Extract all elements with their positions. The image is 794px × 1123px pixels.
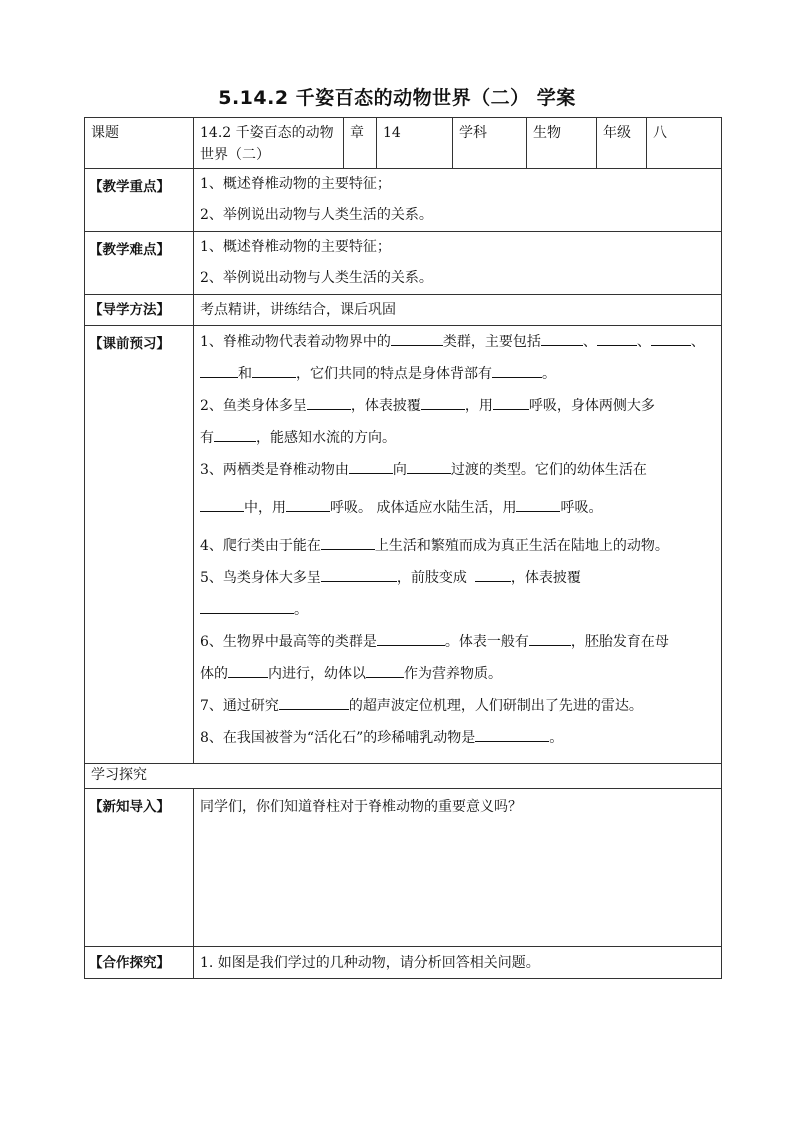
blank[interactable]	[421, 393, 465, 410]
difficulties-row	[85, 232, 722, 295]
chapter-label: 章	[344, 118, 377, 169]
blank[interactable]	[377, 629, 445, 646]
preview-q3-cont: 中，用 呼吸。 成体适应水陆生活，用 呼吸。	[200, 486, 715, 530]
key-points-label: 【教学重点】	[85, 169, 194, 232]
chapter-value: 14	[377, 118, 453, 169]
blank[interactable]	[200, 495, 244, 512]
grade-label: 年级	[597, 118, 647, 169]
key-points-row	[85, 169, 722, 232]
preview-q4: 4、爬行类由于能在 上生活和繁殖而成为真正生活在陆地上的动物。	[200, 530, 715, 562]
preview-label: 【课前预习】	[85, 326, 194, 764]
difficulties-label: 【教学难点】	[85, 232, 194, 295]
preview-q6-cont: 体的 内进行，幼体以 作为营养物质。	[200, 658, 715, 690]
blank[interactable]	[516, 495, 560, 512]
blank[interactable]	[279, 693, 349, 710]
preview-q8: 8、在我国被誉为“活化石”的珍稀哺乳动物是 。	[200, 722, 715, 754]
subject-label: 学科	[453, 118, 527, 169]
blank[interactable]	[529, 629, 571, 646]
blank[interactable]	[200, 597, 294, 614]
method-label: 【导学方法】	[85, 295, 194, 326]
preview-q2: 2、鱼类身体多呈 ，体表披覆 ，用 呼吸，身体两侧大多	[200, 390, 715, 422]
blank[interactable]	[366, 661, 404, 678]
preview-q3: 3、两栖类是脊椎动物由 向 过渡的类型。它们的幼体生活在	[200, 454, 715, 486]
preview-row	[85, 326, 722, 764]
preview-q6: 6、生物界中最高等的类群是 。体表一般有 ，胚胎发育在母	[200, 626, 715, 658]
key-point-item: 2、举例说出动物与人类生活的关系。	[200, 207, 433, 223]
topic-label: 课题	[85, 118, 194, 169]
cooperate-row	[85, 947, 722, 979]
preview-q1: 1、脊椎动物代表着动物界中的 类群，主要包括 、 、 、	[200, 326, 715, 358]
method-value: 考点精讲，讲练结合，课后巩固	[194, 295, 722, 326]
topic-value: 14.2 千姿百态的动物世界（二）	[194, 118, 344, 169]
blank[interactable]	[493, 393, 529, 410]
preview-q1-cont: 和 ，它们共同的特点是身体背部有 。	[200, 358, 715, 390]
blank[interactable]	[492, 361, 542, 378]
blank[interactable]	[407, 457, 451, 474]
intro-label: 【新知导入】	[85, 789, 194, 947]
blank[interactable]	[228, 661, 268, 678]
blank[interactable]	[321, 533, 375, 550]
blank[interactable]	[321, 565, 397, 582]
header-row	[85, 118, 722, 169]
blank[interactable]	[597, 329, 637, 346]
blank[interactable]	[541, 329, 583, 346]
grade-value: 八	[647, 118, 722, 169]
preview-q5: 5、鸟类身体大多呈 ，前肢变成 ，体表披覆	[200, 562, 715, 594]
preview-q7: 7、通过研究 的超声波定位机理，人们研制出了先进的雷达。	[200, 690, 715, 722]
key-point-item: 1、概述脊椎动物的主要特征；	[200, 176, 391, 192]
blank[interactable]	[349, 457, 393, 474]
blank[interactable]	[475, 565, 511, 582]
blank[interactable]	[475, 725, 549, 742]
study-row	[85, 764, 722, 789]
cooperate-label: 【合作探究】	[85, 947, 194, 979]
cooperate-value: 1. 如图是我们学过的几种动物，请分析回答相关问题。	[194, 947, 722, 979]
intro-row	[85, 789, 722, 947]
blank[interactable]	[391, 329, 443, 346]
lesson-table	[84, 117, 722, 979]
blank[interactable]	[286, 495, 330, 512]
study-label: 学习探究	[85, 764, 722, 789]
blank[interactable]	[200, 361, 238, 378]
page-title: 5.14.2 千姿百态的动物世界（二） 学案	[218, 87, 576, 109]
difficulty-item: 2、举例说出动物与人类生活的关系。	[200, 270, 433, 286]
key-points-content	[194, 169, 722, 232]
blank[interactable]	[252, 361, 296, 378]
difficulty-item: 1、概述脊椎动物的主要特征；	[200, 239, 391, 255]
preview-content	[194, 326, 722, 764]
difficulties-content	[194, 232, 722, 295]
preview-q2-cont: 有 ，能感知水流的方向。	[200, 422, 715, 454]
subject-value: 生物	[527, 118, 597, 169]
blank[interactable]	[307, 393, 351, 410]
preview-q5-cont: 。	[200, 594, 715, 626]
blank[interactable]	[651, 329, 691, 346]
blank[interactable]	[214, 425, 256, 442]
intro-value: 同学们，你们知道脊柱对于脊椎动物的重要意义吗？	[194, 789, 722, 947]
method-row	[85, 295, 722, 326]
